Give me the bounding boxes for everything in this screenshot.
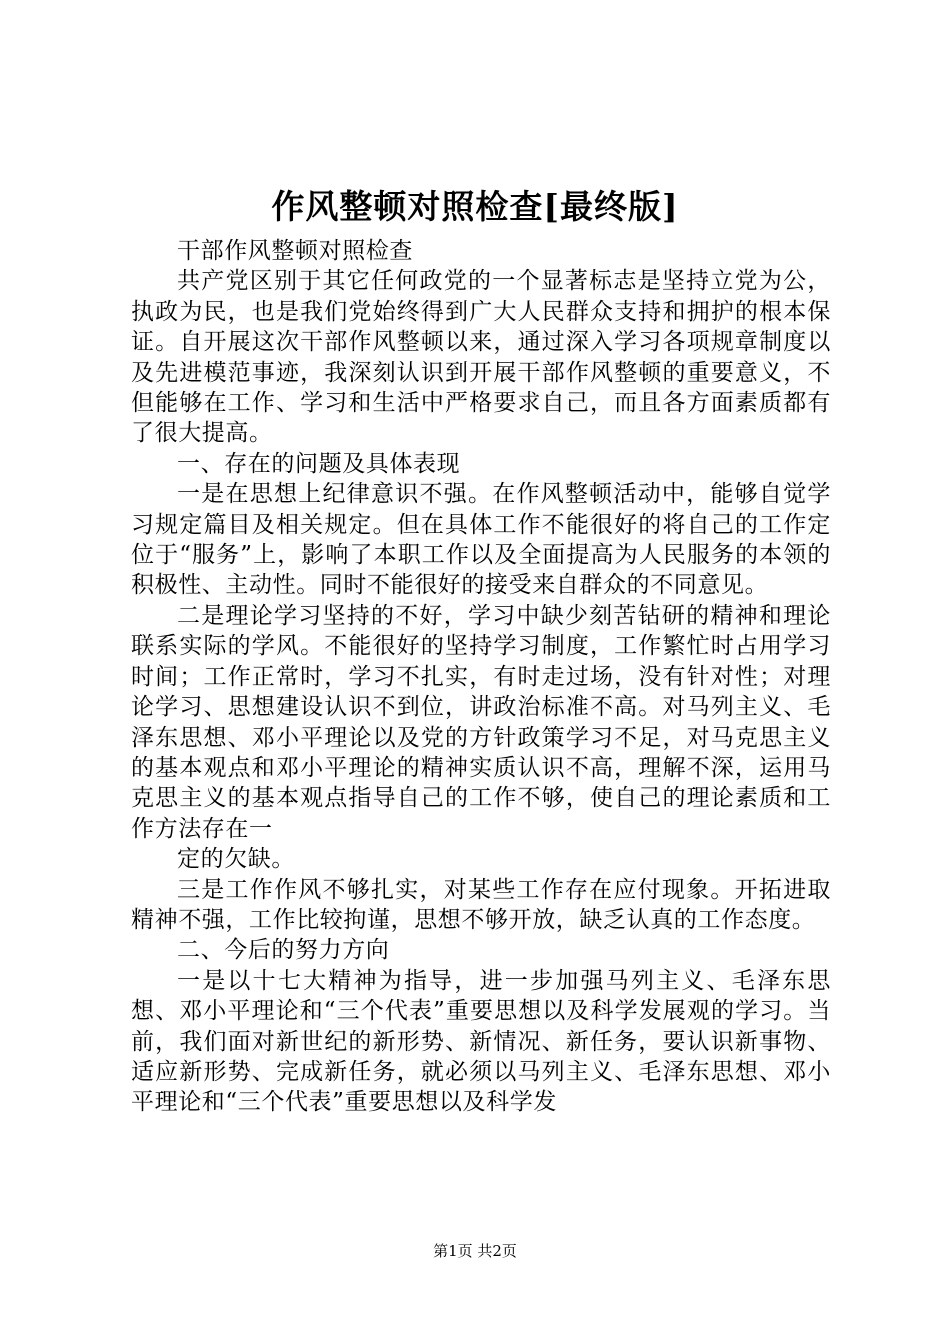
section-heading-problems: 一、存在的问题及具体表现 [177, 450, 461, 477]
paragraph-problem-3: 三是工作作风不够扎实，对某些工作存在应付现象。开拓进取精神不强，工作比较拘谨，思想不够开放，缺乏认真的工作态度。 [131, 876, 831, 933]
page-footer: 第1页 共2页 [433, 1242, 517, 1260]
paragraph-problem-1: 一是在思想上纪律意识不强。在作风整顿活动中，能够自觉学习规定篇目及相关规定。但在具体工作不能很好的将自己的工作定位于“服务”上，影响了本职工作以及全面提高为人民服务的本领的积极性、主动性。同时不能很好的接受来自群众的不同意见。 [131, 481, 831, 599]
document-title: 作风整顿对照检查[最终版] [271, 187, 679, 226]
paragraph-subtitle: 干部作风整顿对照检查 [177, 238, 413, 264]
paragraph-problem-2-continued: 定的欠缺。 [177, 846, 295, 873]
paragraph-direction-1: 一是以十七大精神为指导，进一步加强马列主义、毛泽东思想、邓小平理论和“三个代表”重要思想以及科学发展观的学习。当前，我们面对新世纪的新形势、新情况、新任务，要认识新事物、适应新形势、完成新任务，就必须以马列主义、毛泽东思想、邓小平理论和“三个代表”重要思想以及科学发 [131, 967, 831, 1116]
paragraph-problem-2: 二是理论学习坚持的不好，学习中缺少刻苦钻研的精神和理论联系实际的学风。不能很好的坚持学习制度，工作繁忙时占用学习时间；工作正常时，学习不扎实，有时走过场，没有针对性；对理论学习、思想建设认识不到位，讲政治标准不高。对马列主义、毛泽东思想、邓小平理论以及党的方针政策学习不足，对马克思主义的基本观点和邓小平理论的精神实质认识不高，理解不深，运用马克思主义的基本观点指导自己的工作不够，使自己的理论素质和工作方法存在一 [131, 602, 831, 842]
section-heading-direction: 二、今后的努力方向 [177, 937, 390, 964]
paragraph-intro: 共产党区别于其它任何政党的一个显著标志是坚持立党为公，执政为民，也是我们党始终得到广大人民群众支持和拥护的根本保证。自开展这次干部作风整顿以来，通过深入学习各项规章制度以及先进模范事迹，我深刻认识到开展干部作风整顿的重要意义，不但能够在工作、学习和生活中严格要求自己，而且各方面素质都有了很大提高。 [131, 268, 831, 447]
document-body [131, 236, 831, 1118]
